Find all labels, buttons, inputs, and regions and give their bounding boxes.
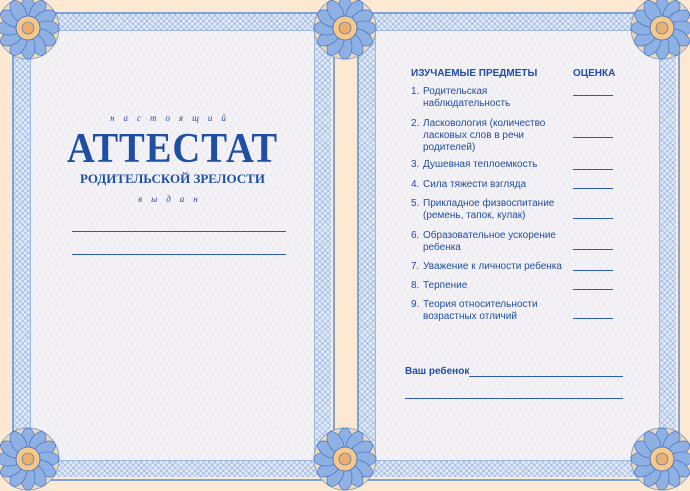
grade-line-7 [573, 270, 613, 271]
subject-7 [411, 261, 583, 273]
grade-line-6 [573, 249, 613, 250]
rosette-ornament-top-center [313, 0, 377, 60]
grade-line-2 [573, 137, 613, 138]
child-name-line [469, 376, 623, 377]
rosette-ornament-bottom-left [0, 427, 60, 491]
subject-number: 9. [411, 299, 420, 310]
subject-number: 3. [411, 159, 420, 170]
subject-number: 2. [411, 118, 420, 129]
subject-3 [411, 159, 573, 171]
child-label: Ваш ребенок [405, 366, 470, 377]
rosette-ornament-top-left [0, 0, 60, 60]
subject-text: Родительская наблюдательность [423, 86, 511, 109]
certificate-title: АТТЕСТАТ [66, 126, 279, 172]
right-page [345, 0, 690, 491]
subject-4 [411, 179, 573, 191]
rosette-ornament-bottom-center [313, 427, 377, 491]
subject-5 [411, 198, 573, 222]
subject-number: 4. [411, 179, 420, 190]
subjects-header: ИЗУЧАЕМЫЕ ПРЕДМЕТЫ [411, 68, 538, 79]
subject-text: Сила тяжести взгляда [423, 179, 527, 190]
subject-9 [411, 299, 573, 323]
pre-title: настоящий [110, 113, 235, 123]
subject-6 [411, 230, 573, 254]
subject-text: Душевная теплоемкость [423, 159, 538, 170]
certificate-subtitle: РОДИТЕЛЬСКОЙ ЗРЕЛОСТИ [80, 171, 265, 186]
grade-line-1 [573, 95, 613, 96]
grade-header: ОЦЕНКА [573, 68, 616, 79]
grade-line-9 [573, 318, 613, 319]
grade-line-5 [573, 218, 613, 219]
subject-text: Образовательное ускорение ребенка [423, 230, 556, 253]
subject-text: Уважение к личности ребенка [423, 261, 562, 272]
subject-1 [411, 86, 573, 110]
subject-number: 1. [411, 86, 420, 97]
subject-text: Теория относительности возрастных отличий [423, 299, 538, 322]
subject-number: 6. [411, 230, 420, 241]
subject-8 [411, 280, 573, 292]
rosette-ornament-top-right [630, 0, 690, 60]
grade-line-8 [573, 289, 613, 290]
subject-text: Терпение [423, 280, 468, 291]
grade-line-3 [573, 169, 613, 170]
subject-2 [411, 118, 573, 154]
subject-text: Ласковология (количество ласковых слов в речи родителей) [423, 118, 546, 153]
subject-number: 7. [411, 261, 420, 272]
issued-label: выдан [138, 194, 207, 204]
child-name-line-2 [405, 398, 623, 399]
rosette-ornament-bottom-right [630, 427, 690, 491]
name-line-1 [72, 231, 286, 232]
name-line-2 [72, 254, 286, 255]
left-inner-panel [30, 30, 315, 461]
subject-text: Прикладное физвоспитание (ремень, тапок, кулак) [423, 198, 555, 221]
subject-number: 5. [411, 198, 420, 209]
subject-number: 8. [411, 280, 420, 291]
grade-line-4 [573, 188, 613, 189]
